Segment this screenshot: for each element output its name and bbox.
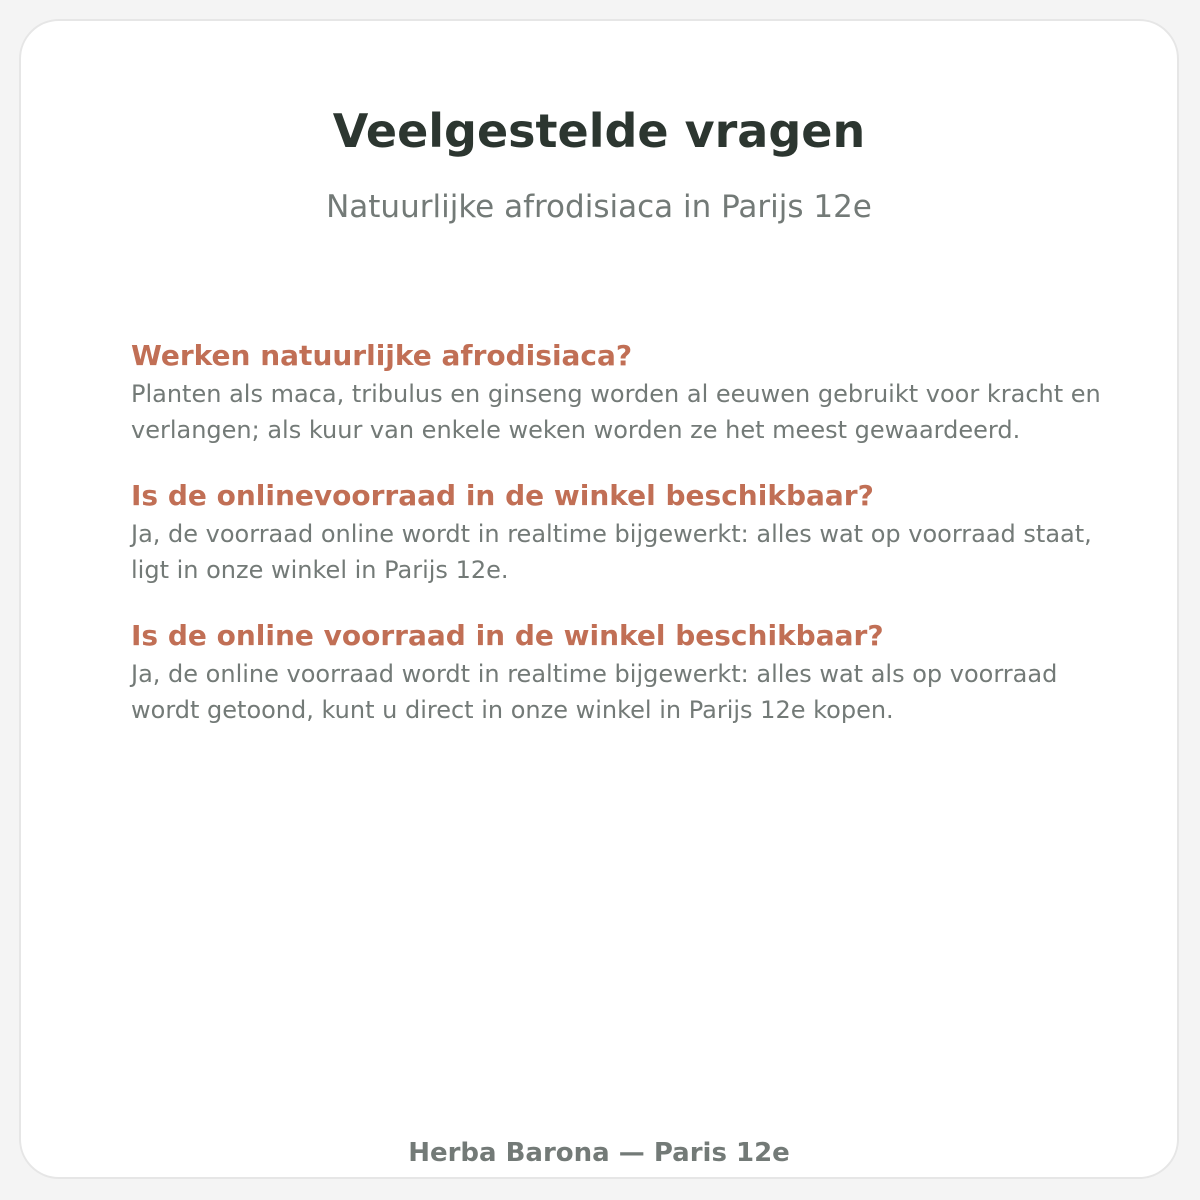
faq-list (131, 336, 1121, 756)
faq-question: Is de onlinevoorraad in de winkel beschikbaar? (131, 479, 874, 512)
faq-question: Is de online voorraad in de winkel beschikbaar? (131, 619, 884, 652)
faq-item (131, 616, 1121, 728)
faq-question: Werken natuurlijke afrodisiaca? (131, 339, 633, 372)
faq-answer: Ja, de online voorraad wordt in realtime bijgewerkt: alles wat als op voorraad wordt getoond, kunt u direct in onze winkel in Parijs 12e kopen. (131, 660, 1058, 724)
faq-answer: Planten als maca, tribulus en ginseng worden al eeuwen gebruikt voor kracht en verlangen; als kuur van enkele weken worden ze het meest gewaardeerd. (131, 380, 1101, 444)
page-title: Veelgestelde vragen (332, 104, 866, 158)
faq-item (131, 336, 1121, 448)
footer-brand: Herba Barona — Paris 12e (408, 1138, 790, 1168)
page-subtitle: Natuurlijke afrodisiaca in Parijs 12e (326, 189, 872, 225)
faq-answer: Ja, de voorraad online wordt in realtime bijgewerkt: alles wat op voorraad staat, ligt in onze winkel in Parijs 12e. (131, 520, 1092, 584)
faq-card (19, 19, 1179, 1179)
faq-item (131, 476, 1121, 588)
